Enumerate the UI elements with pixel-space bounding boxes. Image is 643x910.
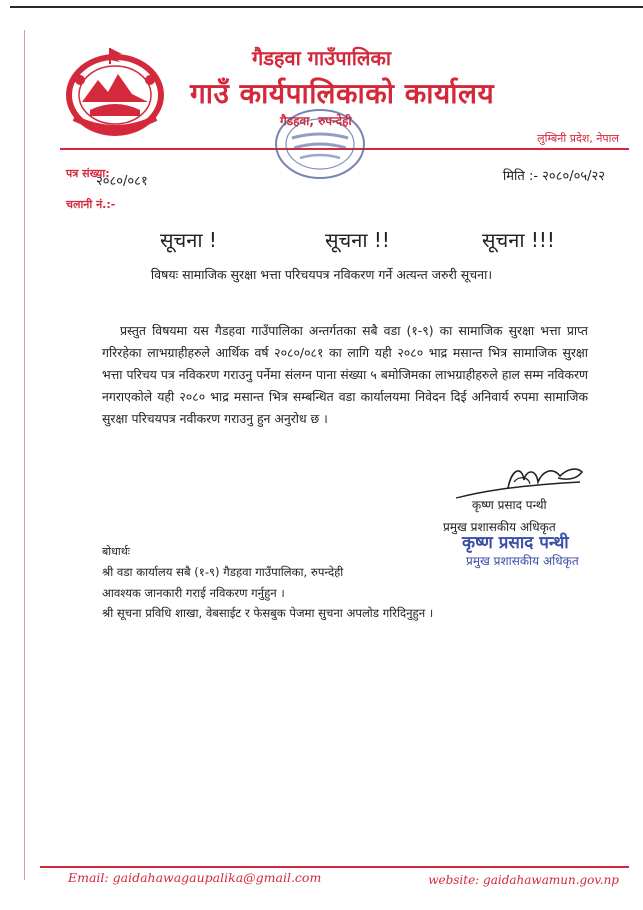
footer-email: Email: gaidahawagaupalika@gmail.com <box>68 870 322 885</box>
cc-label: बोधार्थः <box>102 545 130 558</box>
signatory-title: प्रमुख प्रशासकीय अधिकृत <box>443 520 556 534</box>
signatory-stamp-title: प्रमुख प्रशासकीय अधिकृत <box>466 554 579 568</box>
cc-line: श्री वडा कार्यालय सबै (१-९) गैडहवा गाउँपालिका, रुपन्देही <box>102 565 344 579</box>
office-address: गैडहवा, रुपन्देही <box>280 114 352 128</box>
letter-body-text: प्रस्तुत विषयमा यस गैडहवा गाउँपालिका अन्तर्गतका सबै वडा (१-९) का सामाजिक सुरक्षा भत्ता प्राप्त गरिरहेका लाभग्राहीहरुले आर्थिक वर्ष २०८०/०८१ का लागि यही २०८० भाद्र मसान्त भित्र सामाजिक सुरक्षा भत्ता परिचय पत्र नविकरण गराउनु पर्नेमा संलग्न पाना संख्या ५ बमोजिमका लाभग्राहीहरुले हाल सम्म नविकरण नगराएकोले यही २०८० भाद्र मसान्त भित्र सम्बन्धित वडा कार्यालयमा निवेदन दिई अनिवार्य रुपमा सामाजिक सुरक्षा परिचयपत्र नवीकरण गराउनु हुन अनुरोध छ । <box>102 323 588 426</box>
footer-divider <box>40 866 629 868</box>
office-seal-stamp-icon <box>270 104 370 184</box>
letter-subject: विषयः सामाजिक सुरक्षा भत्ता परिचयपत्र नविकरण गर्ने अत्यन्त जरुरी सूचना। <box>150 267 493 282</box>
notice-heading-3: सूचना !!! <box>482 228 555 252</box>
dispatch-number-label: चलानी नं.:- <box>66 198 116 211</box>
cc-line: श्री सूचना प्रविधि शाखा, वेबसाईट र फेसबुक पेजमा सुचना अपलोड गरिदिनुहुन । <box>102 606 434 620</box>
cc-line: आवश्यक जानकारी गराई नविकरण गर्नुहुन । <box>102 586 285 600</box>
letter-number-value: २०८०/०८१ <box>96 174 148 189</box>
municipality-name: गैडहवा गाउँपालिका <box>251 46 392 70</box>
signatory-name: कृष्ण प्रसाद पन्थी <box>472 498 547 512</box>
notice-heading-2: सूचना !! <box>325 228 390 252</box>
province-label: लुम्बिनी प्रदेश, नेपाल <box>537 132 619 145</box>
signatory-stamp-name: कृष्ण प्रसाद पन्थी <box>462 533 569 553</box>
letter-date: मिति :- २०८०/०५/२२ <box>502 169 605 184</box>
page-left-margin <box>24 30 25 880</box>
page-top-border <box>10 6 643 8</box>
footer-website: website: gaidahawamun.gov.np <box>428 873 619 887</box>
office-name: गाउँ कार्यपालिकाको कार्यालय <box>190 77 495 110</box>
notice-heading-1: सूचना ! <box>160 228 217 252</box>
letter-body-paragraph <box>102 320 588 430</box>
letter-number-label: पत्र संख्या: <box>66 167 110 180</box>
